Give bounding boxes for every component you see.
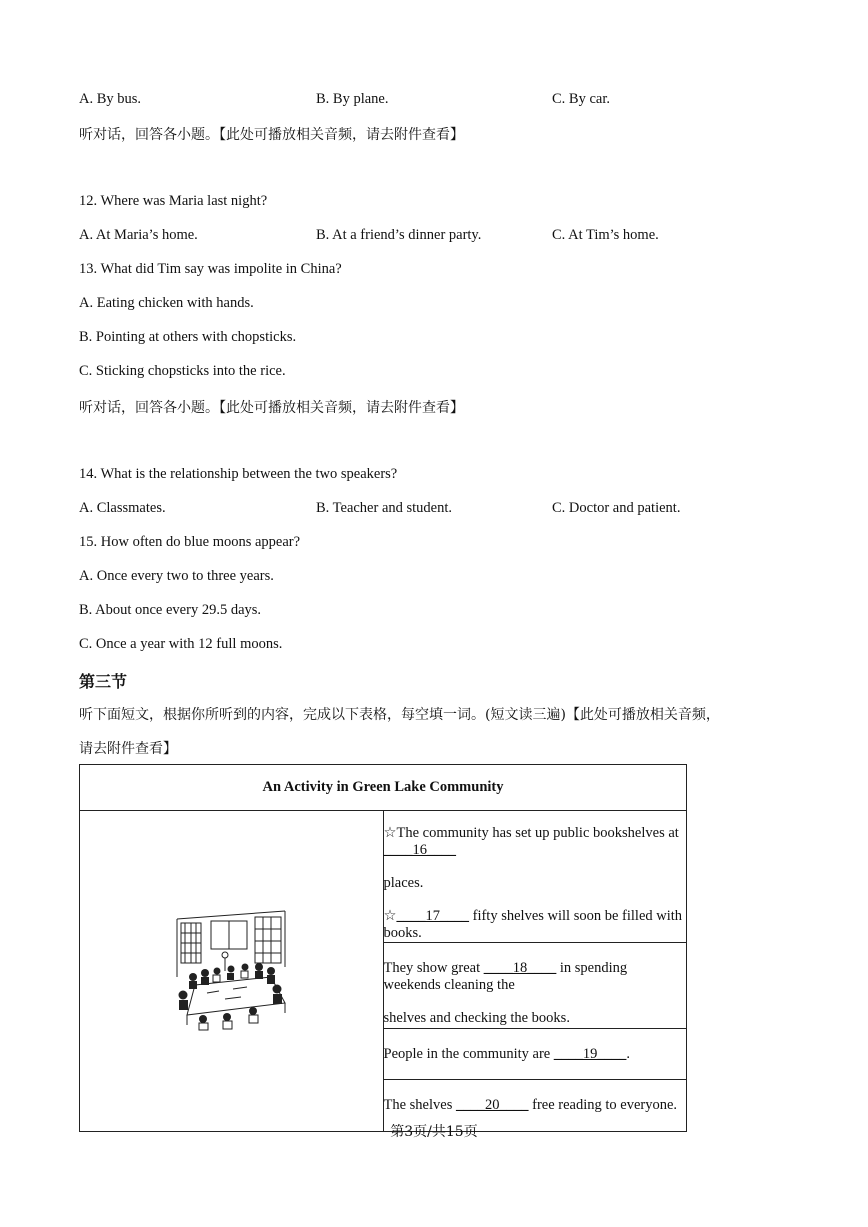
- q13-option-c: C. Sticking chopsticks into the rice.: [79, 363, 286, 379]
- q11-option-a: A. By bus.: [79, 91, 142, 107]
- row1-line1-text: ☆The community has set up public bookshelves at: [383, 825, 679, 841]
- blank-17: ____17____: [396, 908, 469, 924]
- q13-stem: 13. What did Tim say was impolite in China?: [79, 261, 342, 277]
- q12-option-a: A. At Maria’s home.: [79, 227, 198, 243]
- audio-instruction-1: 听对话，回答各小题。【此处可播放相关音频，请去附件查看】: [79, 127, 464, 143]
- q15-option-a: A. Once every two to three years.: [79, 568, 274, 584]
- page-footer: 第3页/共15页: [390, 1124, 478, 1140]
- q14-option-c: C. Doctor and patient.: [552, 500, 681, 516]
- star-icon: ☆: [383, 908, 397, 924]
- q13-option-a: A. Eating chicken with hands.: [79, 295, 254, 311]
- audio-instruction-2: 听对话，回答各小题。【此处可播放相关音频，请去附件查看】: [79, 400, 464, 416]
- q12-stem: 12. Where was Maria last night?: [79, 193, 268, 209]
- section-instruction-line1: 听下面短文，根据你所听到的内容，完成以下表格，每空填一词。(短文读三遍)【此处可播放相关音频，: [79, 707, 720, 723]
- people-at-table-illustration: [167, 907, 295, 1031]
- table-row-1: [383, 811, 687, 943]
- q12-option-b: B. At a friend’s dinner party.: [316, 227, 482, 243]
- q14-stem: 14. What is the relationship between the two speakers?: [79, 466, 398, 482]
- row1-line3-text: fifty shelves will soon be filled with books.: [383, 908, 683, 941]
- row1-line2: places.: [383, 875, 424, 891]
- row3-text-pre: People in the community are: [383, 1045, 554, 1062]
- row2-line1: [384, 960, 687, 994]
- row2-text-pre: They show great: [383, 960, 484, 976]
- activity-table: [79, 764, 687, 1132]
- q15-option-b: B. About once every 29.5 days.: [79, 602, 262, 618]
- row4-text-post: free reading to everyone.: [528, 1097, 678, 1113]
- section-instruction-line2: 请去附件查看】: [79, 741, 177, 757]
- row2-line2: shelves and checking the books.: [383, 1010, 570, 1026]
- blank-19: ____19____: [553, 1045, 627, 1062]
- q12-option-c: C. At Tim’s home.: [552, 227, 659, 243]
- community-reading-image: [80, 811, 384, 1132]
- section-heading: 第三节: [79, 672, 128, 691]
- q11-option-b: B. By plane.: [316, 91, 389, 107]
- row4-text-pre: The shelves: [383, 1097, 456, 1113]
- q15-option-c: C. Once a year with 12 full moons.: [79, 636, 283, 652]
- table-title: An Activity in Green Lake Community: [80, 765, 687, 811]
- q14-option-b: B. Teacher and student.: [316, 500, 453, 516]
- blank-16: ____16____: [383, 842, 456, 858]
- table-row-2: [383, 943, 687, 1029]
- blank-20: ____20____: [455, 1097, 529, 1113]
- table-row-3: [383, 1029, 687, 1080]
- q15-stem: 15. How often do blue moons appear?: [79, 534, 301, 550]
- q13-option-b: B. Pointing at others with chopsticks.: [79, 329, 297, 345]
- row1-line1: [384, 825, 687, 859]
- blank-18: ____18____: [483, 960, 557, 976]
- q11-option-c: C. By car.: [552, 91, 610, 107]
- row3-text-post: .: [626, 1045, 630, 1062]
- row1-line3: [384, 908, 687, 942]
- row2-text-post: in spending weekends cleaning the: [383, 960, 628, 993]
- q14-option-a: A. Classmates.: [79, 500, 166, 516]
